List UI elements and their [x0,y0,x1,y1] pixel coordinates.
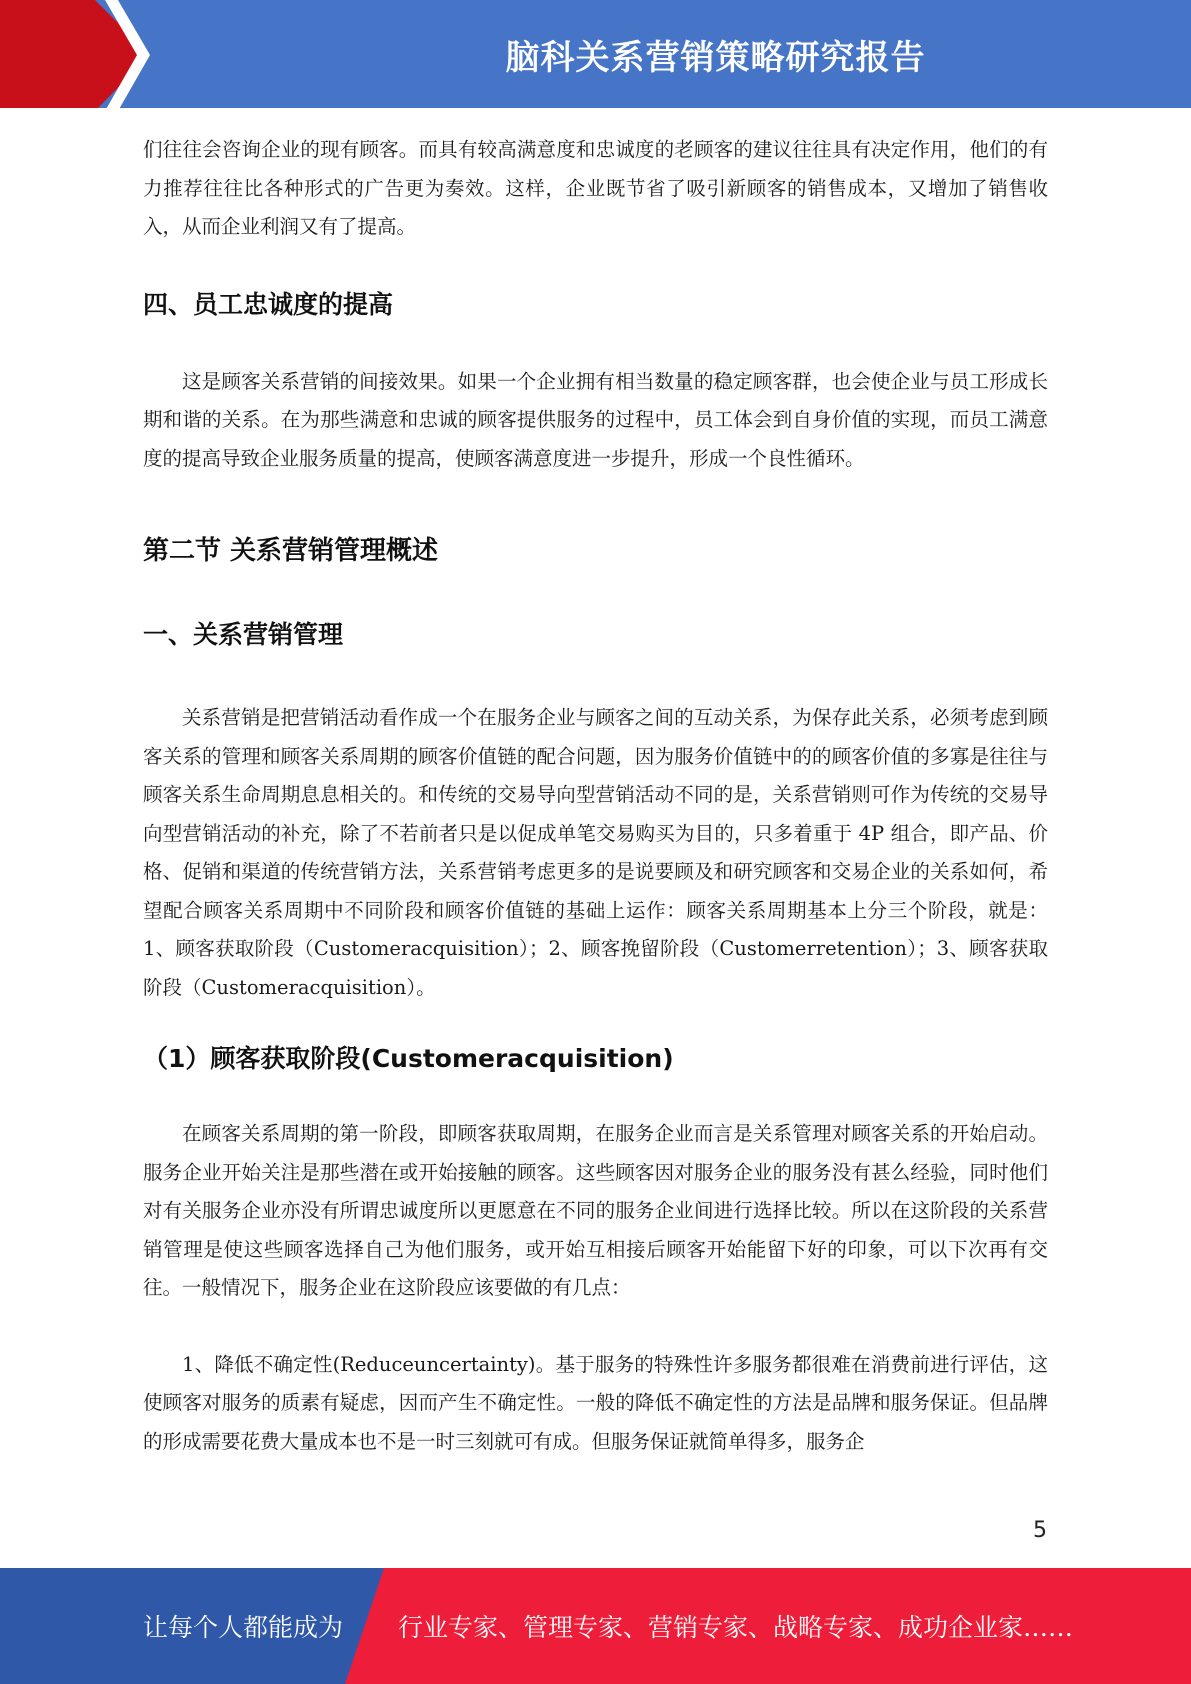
paragraph-reduce-uncertainty: 1、降低不确定性(Reduceuncertainty)。基于服务的特殊性许多服务都很难在消费前进行评估，这使顾客对服务的质素有疑虑，因而产生不确定性。一般的降低不确定性的方法是品牌和服务保证。但品牌的形成需要花费大量成本也不是一时三刻就可有成。但服务保证就简单得多，服务企 [143,1352,1048,1453]
footer-banner [0,1568,1191,1684]
paragraph-indirect-effect: 这是顾客关系营销的间接效果。如果一个企业拥有相当数量的稳定顾客群，也会使企业与员工形成长期和谐的关系。在为那些满意和忠诚的顾客提供服务的过程中，员工体会到自身价值的实现，而员工满意度的提高导致企业服务质量的提高，使顾客满意度进一步提升，形成一个良性循环。 [143,369,1048,470]
footer-slogan-left: 让每个人都能成为 [143,1613,344,1642]
document-title: 脑科关系营销策略研究报告 [505,37,926,78]
footer-slogan-right: 行业专家、管理专家、营销专家、战略专家、成功企业家…… [398,1613,1074,1642]
heading-employee-loyalty: 四、员工忠诚度的提高 [143,289,394,319]
heading-relationship-marketing: 一、关系营销管理 [143,620,344,649]
page-number: 5 [1033,1518,1047,1543]
paragraph-relationship-marketing: 关系营销是把营销活动看作成一个在服务企业与顾客之间的互动关系，为保存此关系，必须考虑到顾客关系的管理和顾客关系周期的顾客价值链的配合问题，因为服务价值链中的的顾客价值的多寡是往往与顾客关系生命周期息息相关的。和传统的交易导向型营销活动不同的是，关系营销则可作为传统的交易导向型营销活动的补充，除了不若前者只是以促成单笔交易购买为目的，只多着重于 4P 组合，即产品、价格、促销和渠道的传统营销方法，关系营销考虑更多的是说要顾及和研究顾客和交易企业的关系如何，希望配合顾客关系周期中不同阶段和顾客价值链的基础上运作：顾客关系周期基本上分三个阶段，就是：1、顾客获取阶段（Customeracquisition）；2、顾客挽留阶段（Customerretention）；3、顾客获取阶段（Customeracquisition）。 [143,706,1048,999]
paragraph-acquisition-stage: 在顾客关系周期的第一阶段，即顾客获取周期，在服务企业而言是关系管理对顾客关系的开始启动。服务企业开始关注是那些潜在或开始接触的顾客。这些顾客因对服务企业的服务没有甚么经验，同时他们对有关服务企业亦没有所谓忠诚度所以更愿意在不同的服务企业间进行选择比较。所以在这阶段的关系营销管理是使这些顾客选择自己为他们服务，或开始互相接后顾客开始能留下好的印象，可以下次再有交往。一般情况下，服务企业在这阶段应该要做的有几点： [143,1122,1048,1299]
paragraph-continued: 们往往会咨询企业的现有顾客。而具有较高满意度和忠诚度的老顾客的建议往往具有决定作用，他们的有力推荐往往比各种形式的广告更为奏效。这样，企业既节省了吸引新顾客的销售成本，又增加了销售收入，从而企业利润又有了提高。 [143,138,1048,238]
document-body [143,131,1048,1461]
header-banner [0,0,1191,111]
heading-section-two: 第二节 关系营销管理概述 [143,536,439,566]
heading-customer-acquisition: （1）顾客获取阶段(Customeracquisition) [143,1044,674,1073]
